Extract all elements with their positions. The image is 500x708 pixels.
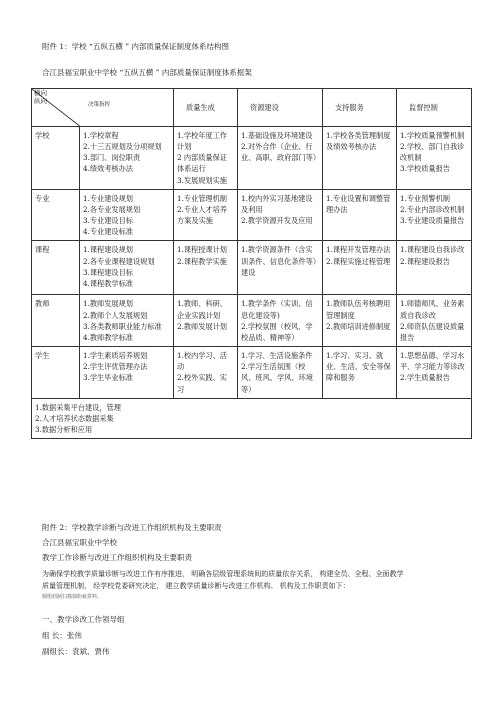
footer-line: 1.数据采集平台建设，管理 xyxy=(35,402,121,412)
cell-item: 2.各专业课程建设规划 xyxy=(83,256,155,266)
cell-item: 2.学校氛围（校风、学校品质、精神等） xyxy=(241,321,313,342)
table-cell xyxy=(323,127,397,190)
table-cell xyxy=(174,241,238,295)
cell-item: 2.校外实践、实习 xyxy=(177,373,227,394)
table-row xyxy=(32,347,472,399)
cell-item: 2.教学资源开发及应用 xyxy=(241,216,313,226)
cell-item: 1.专业管理机制 xyxy=(177,193,227,203)
corner-vertical-label: 纵向 xyxy=(34,96,47,105)
cell-item: 1.学校年度工作计划 xyxy=(177,131,227,152)
table-row xyxy=(32,241,472,295)
cell-item: 3.部门、岗位职责 xyxy=(83,153,141,163)
column-header-support: 支持服务 xyxy=(323,89,397,127)
cell-item: 1.教学资源条件（含实训条件、信息化条件等）建设 xyxy=(241,245,317,277)
column-header-resource: 资源建设 xyxy=(238,89,323,127)
table-footer-row xyxy=(32,398,472,438)
cell-item: 2.学习生活氛围（校风、班风、学风、环境等） xyxy=(241,362,313,394)
table-cell xyxy=(323,189,397,241)
footer-line: 3.数据分析和应用 xyxy=(35,424,93,434)
table-cell xyxy=(80,241,174,295)
table-cell xyxy=(80,347,174,399)
cell-item: 2.各专业发展规划 xyxy=(83,204,141,214)
cell-item: 1.学习、生活设施条件 xyxy=(241,351,313,361)
table-header-row xyxy=(32,89,472,127)
table-cell xyxy=(174,189,238,241)
attachment-2-title: 附件 2：学校教学诊断与改进工作组织机构及主要职责 xyxy=(42,523,222,532)
table-cell xyxy=(397,189,472,241)
cell-item: 2 内部质量保证体系运行 xyxy=(177,153,227,174)
table-cell xyxy=(397,241,472,295)
corner-horizontal-label: 横向 xyxy=(34,89,47,97)
cell-item: 2.十三五规划及分项规划 xyxy=(83,142,162,152)
cell-item: 1.学校各类管理制度及绩效考核办法 xyxy=(326,131,391,152)
cell-item: 4.绩效考核办法 xyxy=(83,164,133,174)
table-corner-cell xyxy=(32,89,174,127)
table-cell xyxy=(238,189,323,241)
table-cell xyxy=(174,347,238,399)
table-cell xyxy=(323,295,397,347)
table-cell xyxy=(397,127,472,190)
cell-item: 1.学校质量预警机制 xyxy=(400,131,465,140)
cell-item: 3.各类教师职业能力标准 xyxy=(83,321,162,331)
cell-item: 4.课程教学标准 xyxy=(83,278,133,288)
row-label: 教师 xyxy=(32,295,80,347)
table-cell xyxy=(397,295,472,347)
table-cell xyxy=(174,295,238,347)
row-label: 课程 xyxy=(32,241,80,295)
cell-item: 2.教师培训进修制度 xyxy=(326,321,391,331)
intro-paragraph-line-1: 为确保学校教学质量诊断与改进工作有序推进， 明确各层级管理系统间的质量依存关系， 构建全员、全程、全面教学 xyxy=(42,570,404,578)
table-cell xyxy=(80,127,174,190)
leader-line: 组 长：张伟 xyxy=(42,631,82,640)
cell-item: 2.教师个人发展规划 xyxy=(83,310,148,320)
cell-item: 1.学习、实习、就业、生活、安全等保障和服务 xyxy=(326,351,391,383)
data-platform-cell xyxy=(32,398,472,438)
school-name: 合江县福宝职业中学校 xyxy=(42,538,117,547)
cell-item: 2.师资队伍建设质量报告 xyxy=(400,321,465,342)
cell-item: 3.课程建设目标 xyxy=(83,267,133,277)
row-label: 专业 xyxy=(32,189,80,241)
cell-item: 1.专业建设规划 xyxy=(83,193,133,203)
footer-line: 2.人才培养状态数据采集 xyxy=(35,413,114,423)
cell-item: 1.基础设施及环境建设 xyxy=(241,131,313,140)
table-cell xyxy=(80,295,174,347)
cell-item: 3.发展规划实施 xyxy=(177,175,227,185)
cell-item: 1.教师发展规划 xyxy=(83,299,133,309)
column-header-supervision: 监督控制 xyxy=(397,89,472,127)
column-header-quality: 质量生成 xyxy=(174,89,238,127)
vice-leader-line: 副组长：袁斌、贾伟 xyxy=(42,647,110,656)
cell-item: 3.学生毕业标准 xyxy=(83,373,133,383)
intro-paragraph-line-2: 质量管理机制， 经学校党委研究决定， 建立教学质量诊断与改进工作机构、 机构及工作职责如下： xyxy=(42,582,350,590)
cell-item: 2.学生质量报告 xyxy=(400,373,450,383)
cell-item: 2.课程实施过程管理 xyxy=(326,256,391,266)
cell-item: 2.对外合作（企业、行业、高职、政府部门等） xyxy=(241,142,321,163)
attachment-1-title: 附件 1：学校 “五纵五横 ” 内部质量保证制度体系结构图 xyxy=(42,42,229,51)
cell-item: 3.学校质量报告 xyxy=(400,164,450,174)
section-1-heading: 一、教学诊改工作领导组 xyxy=(42,615,125,624)
cell-item: 1.教师、科研、企业实践计划 xyxy=(177,299,227,320)
scan-note: 佩册润制扫描独粉疵拼料。 xyxy=(42,594,103,600)
framework-table xyxy=(31,88,472,439)
table-cell xyxy=(238,127,323,190)
cell-item: 1.课程授课计划 xyxy=(177,245,227,255)
table-row xyxy=(32,295,472,347)
cell-item: 1.教师队伍考核聘用管理制度 xyxy=(326,299,391,320)
cell-item: 3.专业建设目标 xyxy=(83,216,133,226)
cell-item: 2.教师发展计划 xyxy=(177,321,227,331)
corner-labels xyxy=(34,90,47,106)
table-cell xyxy=(174,127,238,190)
cell-item: 1.学生素质培养规划 xyxy=(83,351,148,361)
row-label: 学校 xyxy=(32,127,80,190)
table-cell xyxy=(323,241,397,295)
cell-item: 2.专业人才培养方案及实施 xyxy=(177,204,227,226)
cell-item: 2.课程教学实施 xyxy=(177,256,227,266)
cell-item: 4.专业建设标准 xyxy=(83,227,133,237)
org-structure-title: 教学工作诊断与改进工作组织机构及主要职责 xyxy=(42,553,192,562)
cell-item: 1.校内学习、活动 xyxy=(177,351,227,372)
cell-item: 2.专业内部诊改机制 xyxy=(400,204,465,214)
column-header-decision: 决策指挥 xyxy=(88,102,111,108)
cell-item: 1.师德师风、业务素质自我诊改 xyxy=(400,299,465,320)
table-cell xyxy=(238,347,323,399)
cell-item: 2.学生评优管理办法 xyxy=(83,362,148,372)
cell-item: 1.课程建设自我诊改 xyxy=(400,245,465,255)
cell-item: 1.教学条件（实训、信息化建设等) xyxy=(241,299,313,320)
cell-item: 2.课程建设报告 xyxy=(400,256,450,266)
table-cell xyxy=(397,347,472,399)
table-cell xyxy=(80,189,174,241)
cell-item: 1.思想品德、学习水平、学习能力等诊改 xyxy=(400,351,465,372)
cell-item: 3.专业建设质量报告 xyxy=(400,216,465,226)
cell-item: 4.教师教学标准 xyxy=(83,332,133,342)
table-cell xyxy=(238,295,323,347)
cell-item: 1.学校章程 xyxy=(83,131,119,140)
cell-item: 1.专业设置和调整管理办法 xyxy=(326,193,391,214)
cell-item: 1.课程建设规划 xyxy=(83,245,133,255)
table-row xyxy=(32,189,472,241)
cell-item: 2.学校、部门自我诊改机制 xyxy=(400,142,465,163)
cell-item: 1.专业预警机制 xyxy=(400,193,450,203)
framework-subtitle: 合江县福宝职业中学校 “五纵五横 ” 内部质量保证制度体系框架 xyxy=(42,68,252,77)
row-label: 学生 xyxy=(32,347,80,399)
cell-item: 1.课程开发管理办法 xyxy=(326,245,391,255)
table-cell xyxy=(238,241,323,295)
table-cell xyxy=(323,347,397,399)
cell-item: 1.校内外实习基地建设及利用 xyxy=(241,193,313,214)
table-row xyxy=(32,127,472,190)
